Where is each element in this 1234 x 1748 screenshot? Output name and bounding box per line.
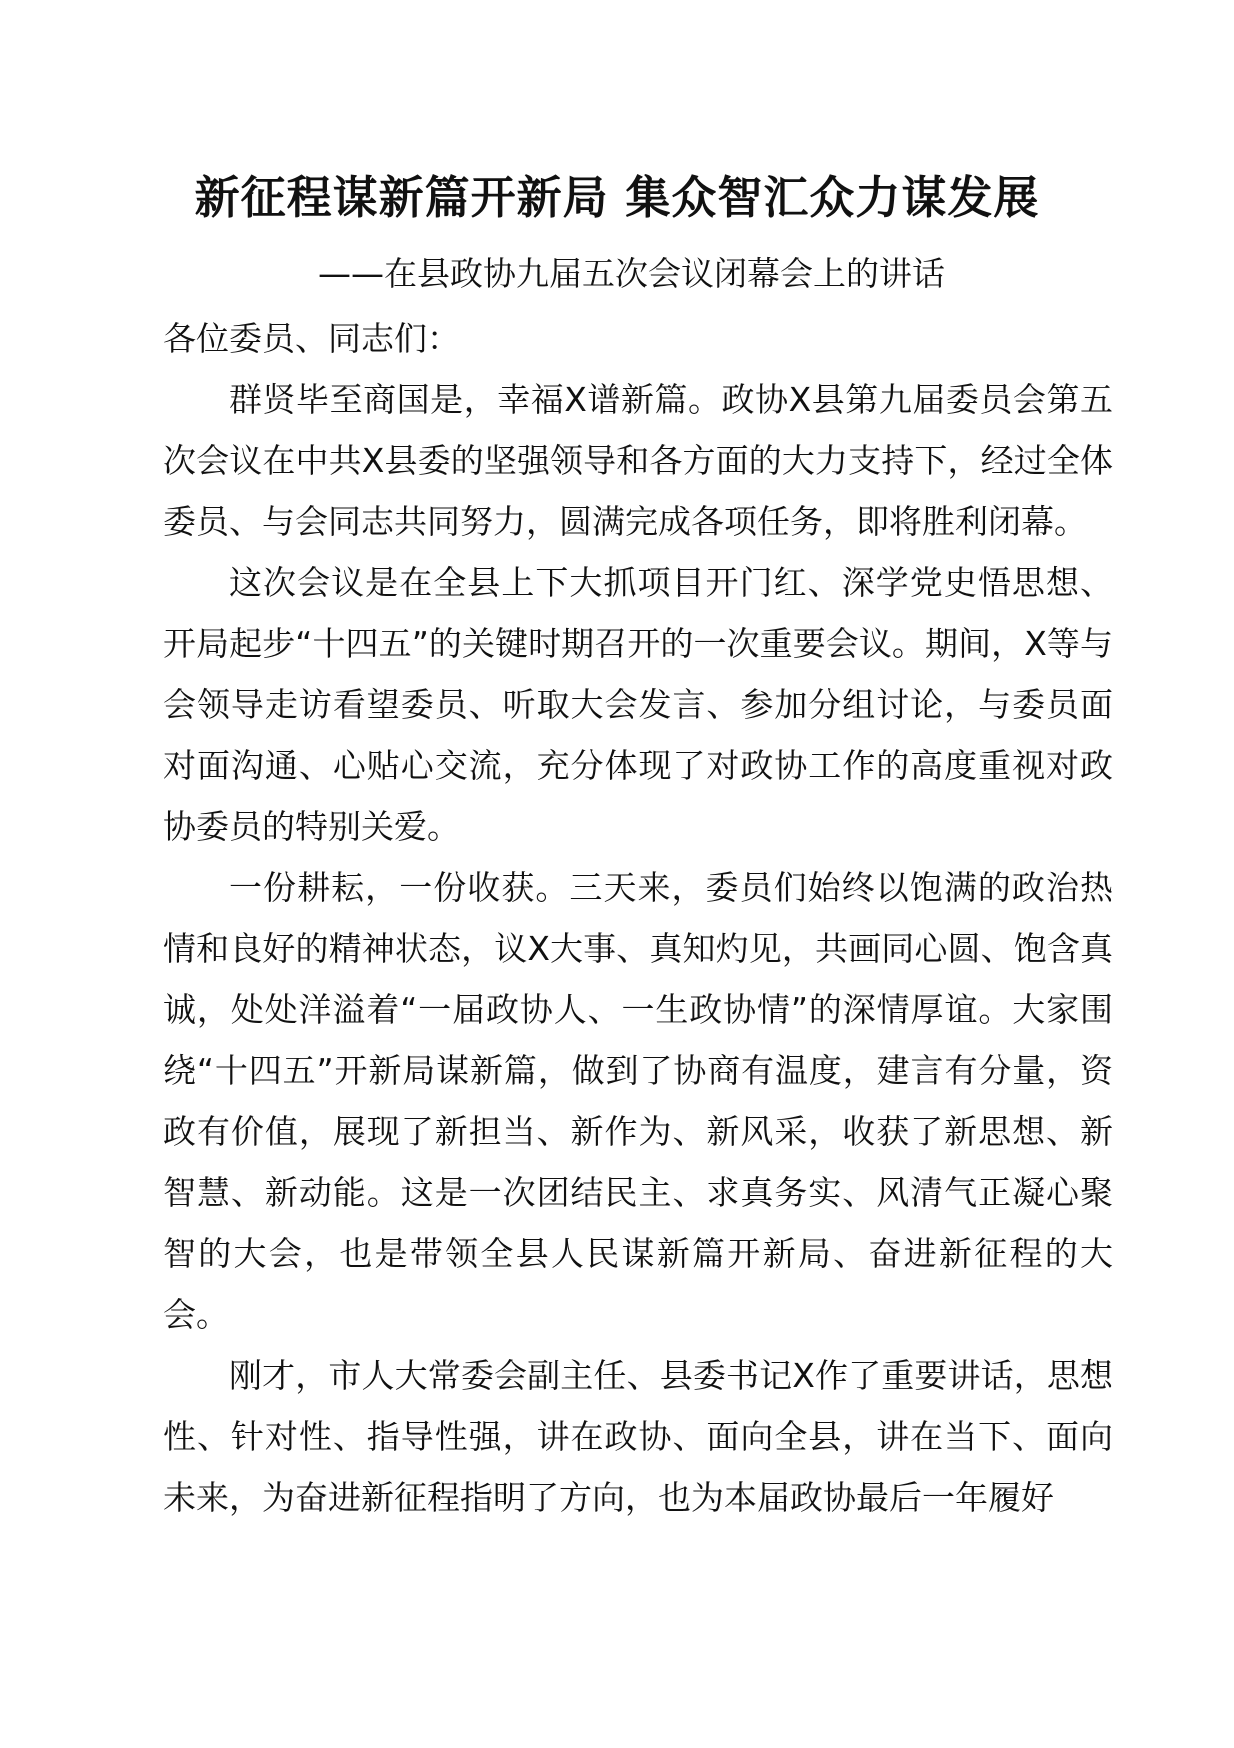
paragraph-1: 群贤毕至商国是，幸福X谱新篇。政协X县第九届委员会第五次会议在中共X县委的坚强领导和各方面的大力支持下，经过全体委员、与会同志共同努力，圆满完成各项任务，即将胜利闭幕。 [163,380,1113,541]
document-subtitle: ——在县政协九届五次会议闭幕会上的讲话 [318,254,945,293]
paragraph-4: 刚才，市人大常委会副主任、县委书记X作了重要讲话，思想性、针对性、指导性强，讲在政协、面向全县，讲在当下、面向未来，为奋进新征程指明了方向，也为本届政协最后一年履好 [163,1356,1113,1517]
salutation: 各位委员、同志们： [163,319,460,358]
document-title: 新征程谋新篇开新局 集众智汇众力谋发展 [194,171,1040,224]
paragraph-3: 一份耕耘，一份收获。三天来，委员们始终以饱满的政治热情和良好的精神状态，议X大事、真知灼见，共画同心圆、饱含真诚，处处洋溢着“一届政协人、一生政协情”的深情厚谊。大家围绕“十四五”开新局谋新篇，做到了协商有温度，建言有分量，资政有价值，展现了新担当、新作为、新风采，收获了新思想、新智慧、新动能。这是一次团结民主、求真务实、风清气正凝心聚智的大会，也是带领全县人民谋新篇开新局、奋进新征程的大会。 [163,868,1113,1334]
document-body [163,308,1113,1528]
paragraph-2: 这次会议是在全县上下大抓项目开门红、深学党史悟思想、开局起步“十四五”的关键时期召开的一次重要会议。期间，X等与会领导走访看望委员、听取大会发言、参加分组讨论，与委员面对面沟通、心贴心交流，充分体现了对政协工作的高度重视对政协委员的特别关爱。 [163,563,1113,846]
